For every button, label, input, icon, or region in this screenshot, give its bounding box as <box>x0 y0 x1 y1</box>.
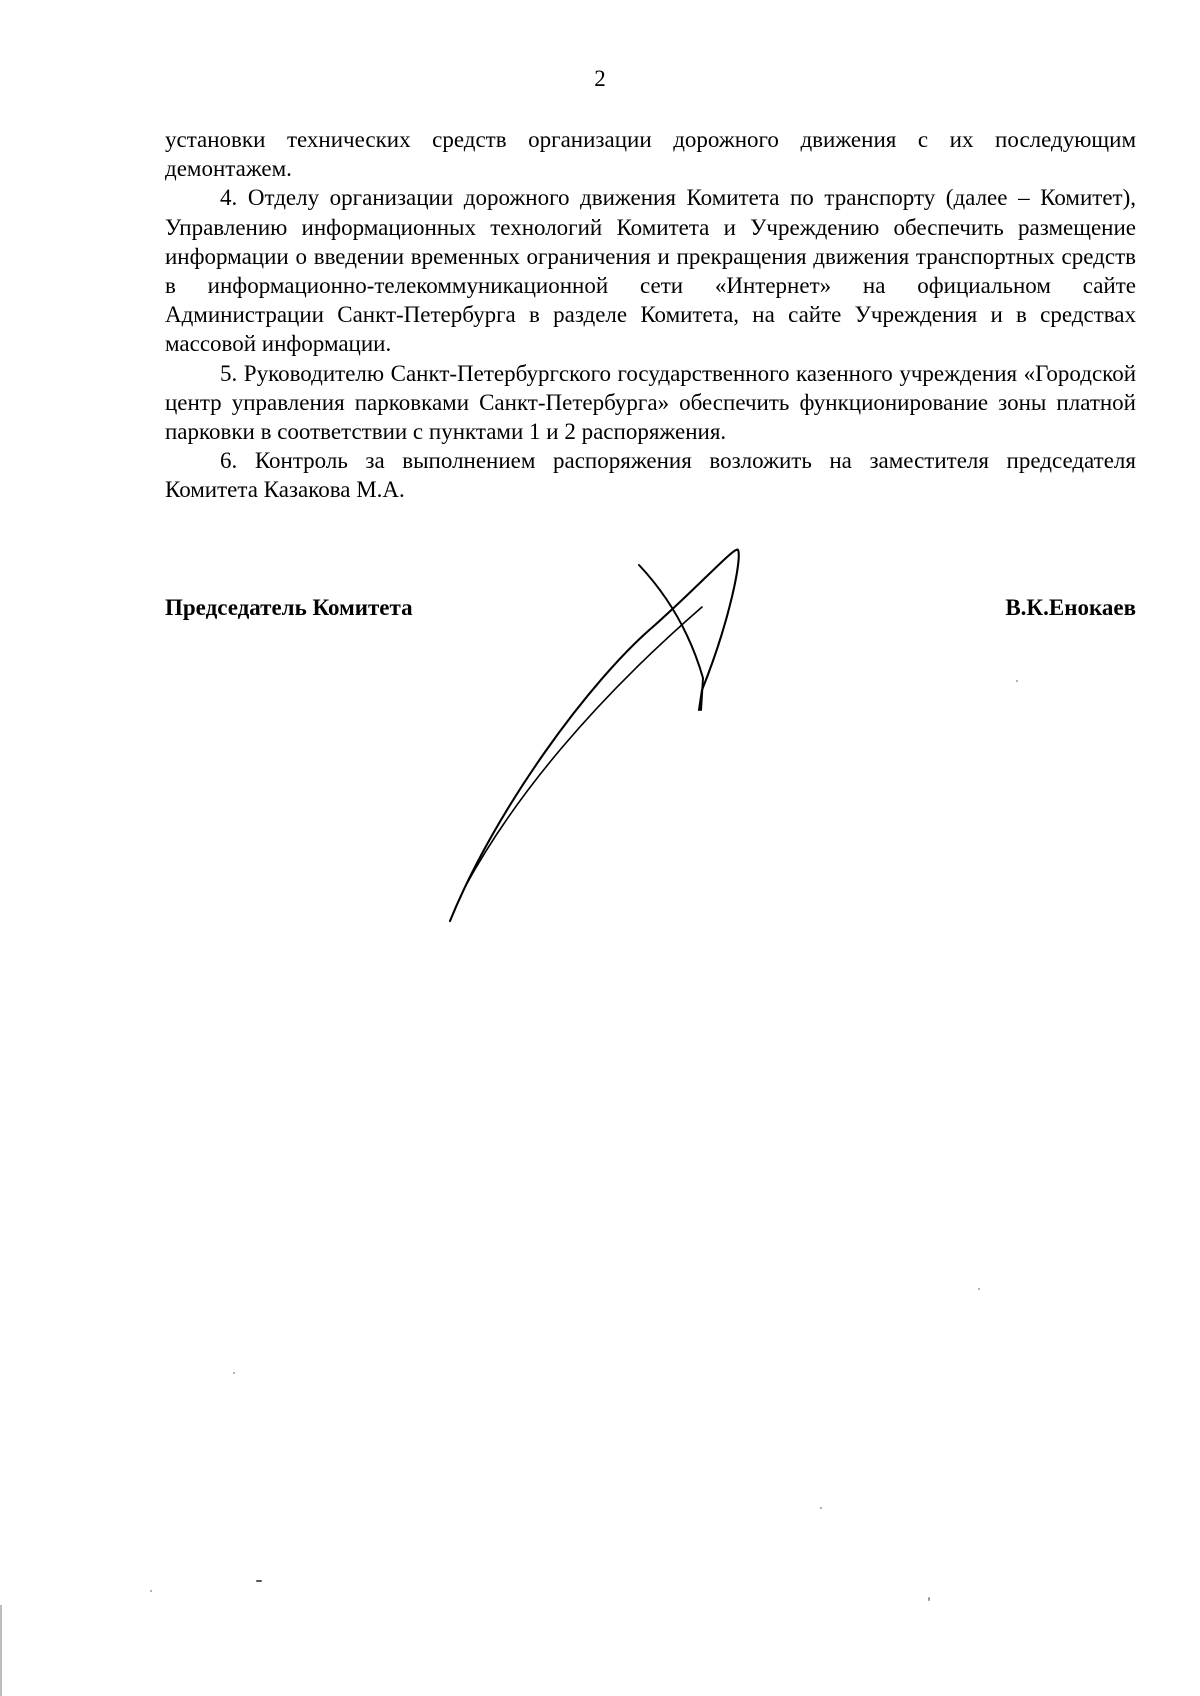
signer-title: Председатель Комитета <box>165 595 413 620</box>
paragraph-item-5: 5. Руководителю Санкт-Петербургского государственного казенного учреждения «Городской центр управления парковками Санкт-Петербурга» обеспечить функционирование зоны платной парковки в соответствии с пунктами 1 и 2 распоряжения. <box>165 360 1136 445</box>
handwritten-signature <box>440 540 750 925</box>
signer-name: В.К.Енокаев <box>1005 595 1136 620</box>
page-number: 2 <box>594 66 606 91</box>
signature-stroke-main <box>450 550 739 921</box>
signature-stroke-inner <box>465 607 702 887</box>
scan-speck <box>928 1597 930 1601</box>
scan-edge <box>0 1605 2 1696</box>
scan-speck <box>820 1507 822 1509</box>
document-body <box>165 125 1136 505</box>
paragraph-item-6: 6. Контроль за выполнением распоряжения возложить на заместителя председателя Комитета Казакова М.А. <box>165 448 1136 503</box>
paragraph-continuation: установки технических средств организации дорожного движения с их последующим демонтажем. <box>165 127 1136 182</box>
scan-speck <box>256 1580 262 1582</box>
scan-speck <box>978 1288 980 1290</box>
paragraph-item-4: 4. Отделу организации дорожного движения Комитета по транспорту (далее – Комитет), Управлению информационных технологий Комитета и Учреждению обеспечить размещение информации о введении временных ограничения и прекращения движения транспортных средств в информационно-телекоммуникационной сети «Интернет» на официальном сайте Администрации Санкт-Петербурга в разделе Комитета, на сайте Учреждения и в средствах массовой информации. <box>165 185 1136 357</box>
scan-speck <box>233 1372 235 1374</box>
scan-speck <box>1016 680 1018 682</box>
scan-speck <box>150 1590 152 1592</box>
signature-stroke-cross <box>639 565 703 710</box>
